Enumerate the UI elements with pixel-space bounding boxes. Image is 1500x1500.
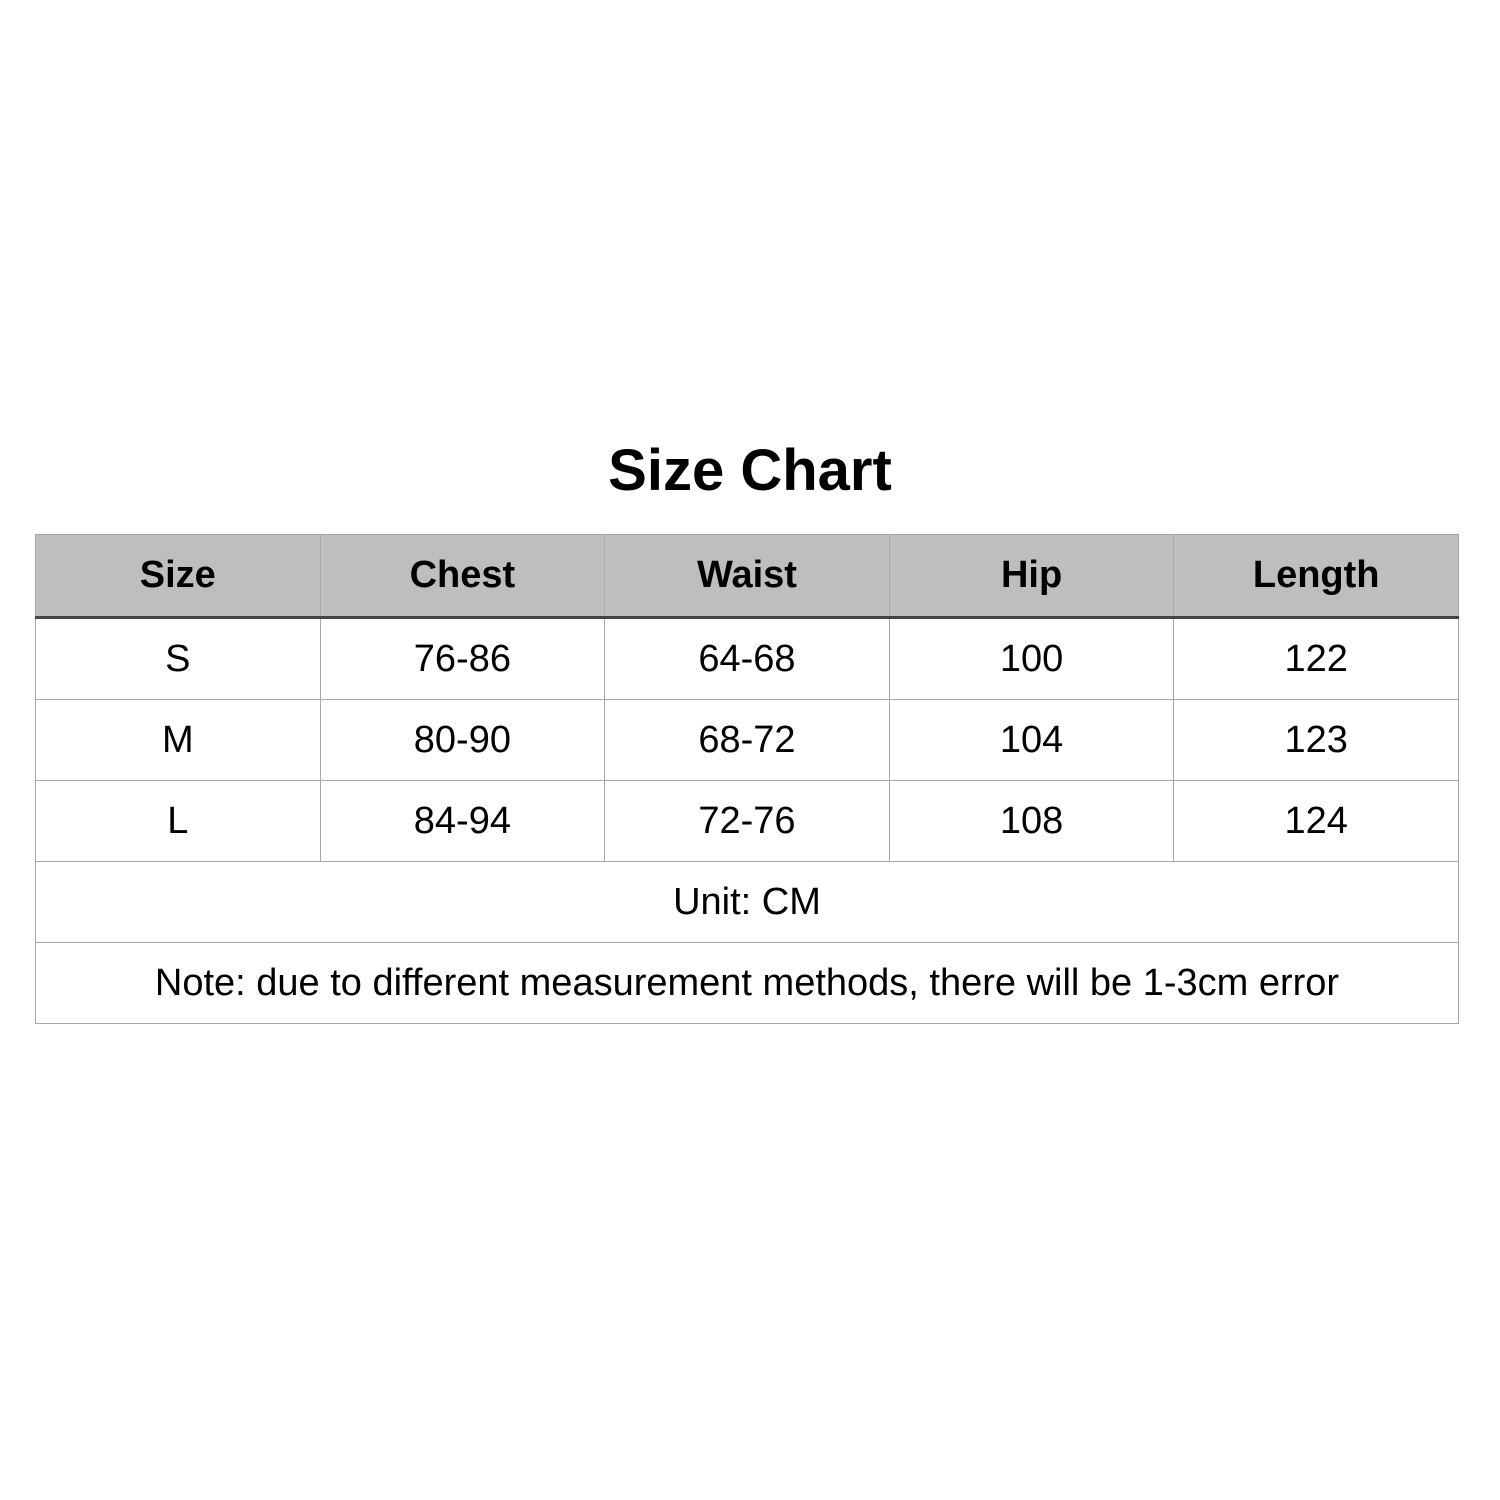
header-chest: Chest [320,535,605,618]
size-table [35,534,1459,1024]
cell-length: 122 [1174,618,1459,700]
unit-cell: Unit: CM [36,862,1459,943]
cell-chest: 76-86 [320,618,605,700]
header-size: Size [36,535,321,618]
cell-waist: 68-72 [605,700,890,781]
cell-waist: 64-68 [605,618,890,700]
cell-size: S [36,618,321,700]
cell-chest: 84-94 [320,781,605,862]
header-waist: Waist [605,535,890,618]
cell-size: L [36,781,321,862]
table-row [36,700,1459,781]
note-row [36,943,1459,1024]
cell-hip: 108 [889,781,1174,862]
header-hip: Hip [889,535,1174,618]
unit-row [36,862,1459,943]
table-row [36,781,1459,862]
cell-size: M [36,700,321,781]
table-body [36,618,1459,1024]
cell-hip: 104 [889,700,1174,781]
cell-length: 123 [1174,700,1459,781]
table-row [36,618,1459,700]
cell-waist: 72-76 [605,781,890,862]
header-length: Length [1174,535,1459,618]
chart-title: Size Chart [608,438,892,503]
cell-length: 124 [1174,781,1459,862]
cell-hip: 100 [889,618,1174,700]
header-row [36,535,1459,618]
note-cell: Note: due to different measurement methods, there will be 1-3cm error [36,943,1459,1024]
table-header [36,535,1459,618]
cell-chest: 80-90 [320,700,605,781]
